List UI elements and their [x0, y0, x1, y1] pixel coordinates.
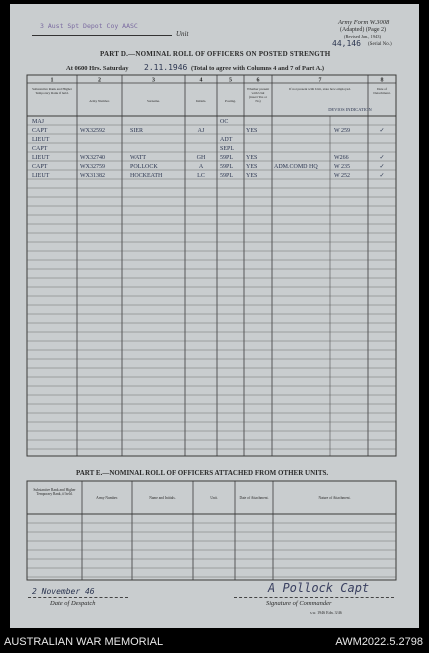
footer-right: AWM2022.5.2798	[335, 636, 423, 648]
part-d-cell-mark: ✓	[379, 155, 385, 162]
part-d-cell-rank: CAPT	[32, 128, 48, 135]
part-e-col-header: Name and Initials.	[149, 496, 176, 500]
part-e-col-header: Date of Attachment.	[239, 496, 269, 500]
part-d-cell-present: YES	[246, 155, 258, 162]
part-d-col-header: Surname.	[147, 99, 160, 103]
part-d-cell-mark: ✓	[379, 164, 385, 171]
part-d-cell-wnum: W 259	[334, 128, 351, 135]
despatch-date-label: Date of Despatch	[50, 600, 96, 607]
part-d-col-number: 6	[256, 77, 260, 84]
part-d-cell-posting: SEPL	[220, 146, 235, 153]
part-d-cell-surname: HOCKEATH	[130, 173, 163, 180]
part-d-cell-army-no: WX32592	[80, 128, 105, 135]
part-d-cell-posting: ADT	[220, 137, 233, 144]
part-d-cell-initials: AJ	[197, 128, 205, 135]
part-d-cell-rank: LIEUT	[32, 137, 50, 144]
part-d-col-header: Substantive Rank and Higher Temporary Rank if held.	[32, 87, 72, 95]
part-d-col-number: 8	[380, 77, 384, 84]
serial-label: (Serial No.)	[368, 42, 392, 47]
commander-signature-label: Signature of Commander	[266, 600, 332, 607]
part-d-cell-wnum: W 235	[334, 164, 351, 171]
part-d-col-header: Whether present with Unit (insert Yes or No)	[246, 87, 270, 103]
part-d-cell-posting: 59PL	[220, 155, 234, 162]
part-d-cell-surname: SIER	[130, 128, 144, 135]
part-d-col7-note: DEVIOS INDICATION	[328, 107, 372, 112]
part-d-col-number: 3	[152, 77, 155, 84]
part-e-col-header: Substantive Rank and Higher Temporary Rank, if held.	[33, 488, 76, 497]
commander-signature-line	[234, 597, 394, 598]
part-d-col-number: 7	[318, 77, 322, 84]
part-d-cell-rank: LIEUT	[32, 155, 50, 162]
part-d-cell-wnum: W 252	[334, 173, 351, 180]
part-d-col-number: 5	[229, 77, 232, 84]
part-d-col-number: 4	[199, 77, 203, 84]
part-d-cell-present: YES	[246, 173, 258, 180]
part-d-cell-army-no: WX32759	[80, 164, 105, 171]
footer-left: AUSTRALIAN WAR MEMORIAL	[4, 636, 164, 648]
part-d-date: 2.11.1946	[144, 63, 188, 72]
part-d-cell-employed: ADM.COMD HQ	[274, 164, 318, 171]
part-d-cell-army-no: WX31382	[80, 173, 105, 180]
part-d-cell-rank: MAJ	[32, 119, 45, 126]
part-d-table	[10, 4, 419, 628]
document-page	[10, 4, 419, 628]
part-e-col-header: Nature of Attachment.	[318, 496, 351, 500]
part-d-cell-wnum: W266	[334, 155, 349, 162]
part-d-cell-mark: ✓	[379, 128, 385, 135]
part-d-cell-rank: LIEUT	[32, 173, 50, 180]
form-name: Army Form W.3008	[338, 19, 390, 26]
part-d-col-header: Army Number.	[89, 99, 110, 103]
form-revised: (Revised Jan., 1943)	[344, 34, 381, 39]
part-d-cell-present: YES	[246, 128, 258, 135]
part-d-cell-initials: A	[198, 164, 204, 171]
part-d-at-suffix: (Total to agree with Columns 4 and 7 of Part A.)	[191, 65, 325, 72]
part-e-col-header: Army Number.	[96, 496, 118, 500]
part-d-col-header: Posting.	[224, 99, 237, 103]
unit-stamp: 3 Aust Spt Depot Coy AASC	[40, 22, 138, 30]
part-d-cell-posting: OC	[220, 119, 229, 126]
despatch-date-line	[28, 597, 128, 598]
part-d-cell-rank: CAPT	[32, 146, 48, 153]
part-d-cell-surname: POLLOCK	[130, 164, 158, 171]
part-d-cell-surname: WATT	[130, 155, 146, 162]
form-adapted: (Adapted) (Page 2)	[340, 27, 386, 33]
part-e-title: PART E.—NOMINAL ROLL OF OFFICERS ATTACHED FROM OTHER UNITS.	[76, 469, 329, 477]
part-d-cell-initials: GH	[196, 155, 206, 162]
part-d-cell-mark: ✓	[379, 173, 385, 180]
part-d-at-prefix: At 0600 Hrs. Saturday	[66, 65, 129, 72]
despatch-date-value: 2 November 46	[32, 587, 95, 596]
commander-signature: A Pollock Capt	[268, 581, 370, 595]
part-d-cell-posting: 59PL	[220, 173, 234, 180]
part-d-title: PART D.—NOMINAL ROLL OF OFFICERS ON POSTED STRENGTH	[100, 50, 331, 58]
part-d-col-header: Initials.	[195, 99, 207, 103]
part-d-col-header: Date of Detachment.	[373, 87, 391, 95]
part-d-cell-rank: CAPT	[32, 164, 48, 171]
part-d-cell-initials: LC	[197, 173, 205, 180]
unit-label: Unit	[176, 30, 189, 38]
part-e-col-header: Unit.	[210, 496, 218, 500]
serial-number: 44,146	[332, 39, 361, 48]
print-note: s.w. 1946 Edn. 3/46	[310, 610, 342, 615]
part-d-cell-army-no: WX32740	[80, 155, 105, 162]
part-d-col-header: If not present with Unit, state how employed.	[289, 87, 351, 91]
part-d-cell-posting: 59PL	[220, 164, 234, 171]
part-d-cell-present: YES	[246, 164, 258, 171]
part-d-col-number: 2	[98, 77, 101, 84]
part-d-col-number: 1	[50, 77, 54, 84]
footer-bar	[0, 632, 429, 653]
